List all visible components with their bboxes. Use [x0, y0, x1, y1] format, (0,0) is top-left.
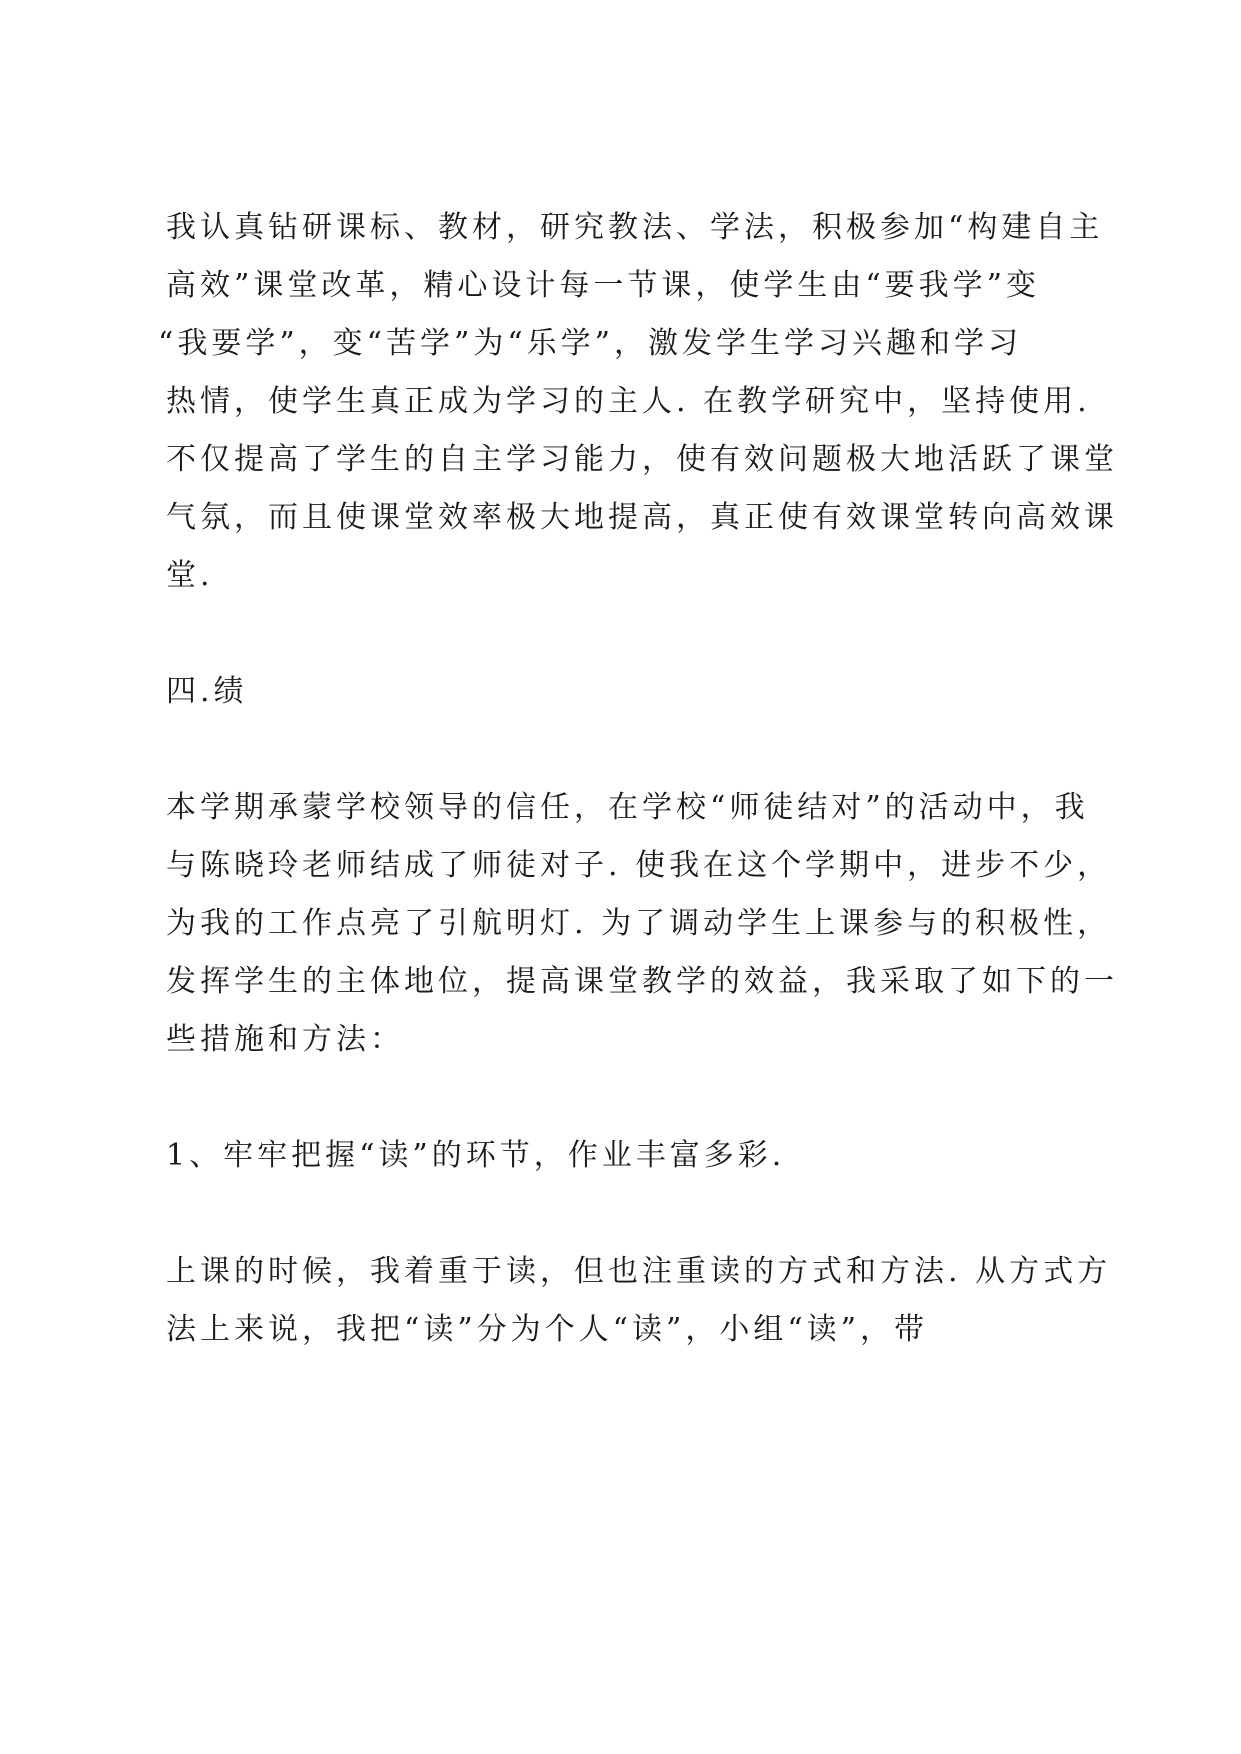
text-line: 气氛，而且使课堂效率极大地提高，真正使有效课堂转向高效课 — [166, 500, 1118, 535]
text-line: 高效”课堂改革，精心设计每一节课，使学生由“要我学”变 — [166, 268, 1041, 303]
list-item-heading: 1、牢牢把握“读”的环节，作业丰富多彩. — [166, 1138, 786, 1173]
text-line: 与陈晓玲老师结成了师徒对子. 使我在这个学期中，进步不少， — [166, 848, 1112, 883]
text-line: 些措施和方法： — [166, 1022, 404, 1057]
section-heading: 四.绩 — [166, 674, 248, 709]
text-line: 本学期承蒙学校领导的信任，在学校“师徒结对”的活动中，我 — [166, 790, 1089, 825]
text-line: 热情，使学生真正成为学习的主人. 在教学研究中，坚持使用. — [166, 384, 1091, 419]
text-line: 为我的工作点亮了引航明灯. 为了调动学生上课参与的积极性， — [166, 906, 1112, 941]
text-line: 上课的时候，我着重于读，但也注重读的方式和方法. 从方式方 — [166, 1254, 1112, 1289]
text-line: 我认真钻研课标、教材，研究教法、学法，积极参加“构建自主 — [166, 210, 1104, 245]
text-line: 法上来说，我把“读”分为个人“读”，小组“读”，带 — [166, 1312, 929, 1347]
text-line: 堂. — [166, 558, 214, 593]
text-line: 不仅提高了学生的自主学习能力，使有效问题极大地活跃了课堂 — [166, 442, 1118, 477]
text-line: 发挥学生的主体地位，提高课堂教学的效益，我采取了如下的一 — [166, 964, 1118, 999]
text-line: “我要学”，变“苦学”为“乐学”，激发学生学习兴趣和学习 — [158, 326, 1023, 361]
